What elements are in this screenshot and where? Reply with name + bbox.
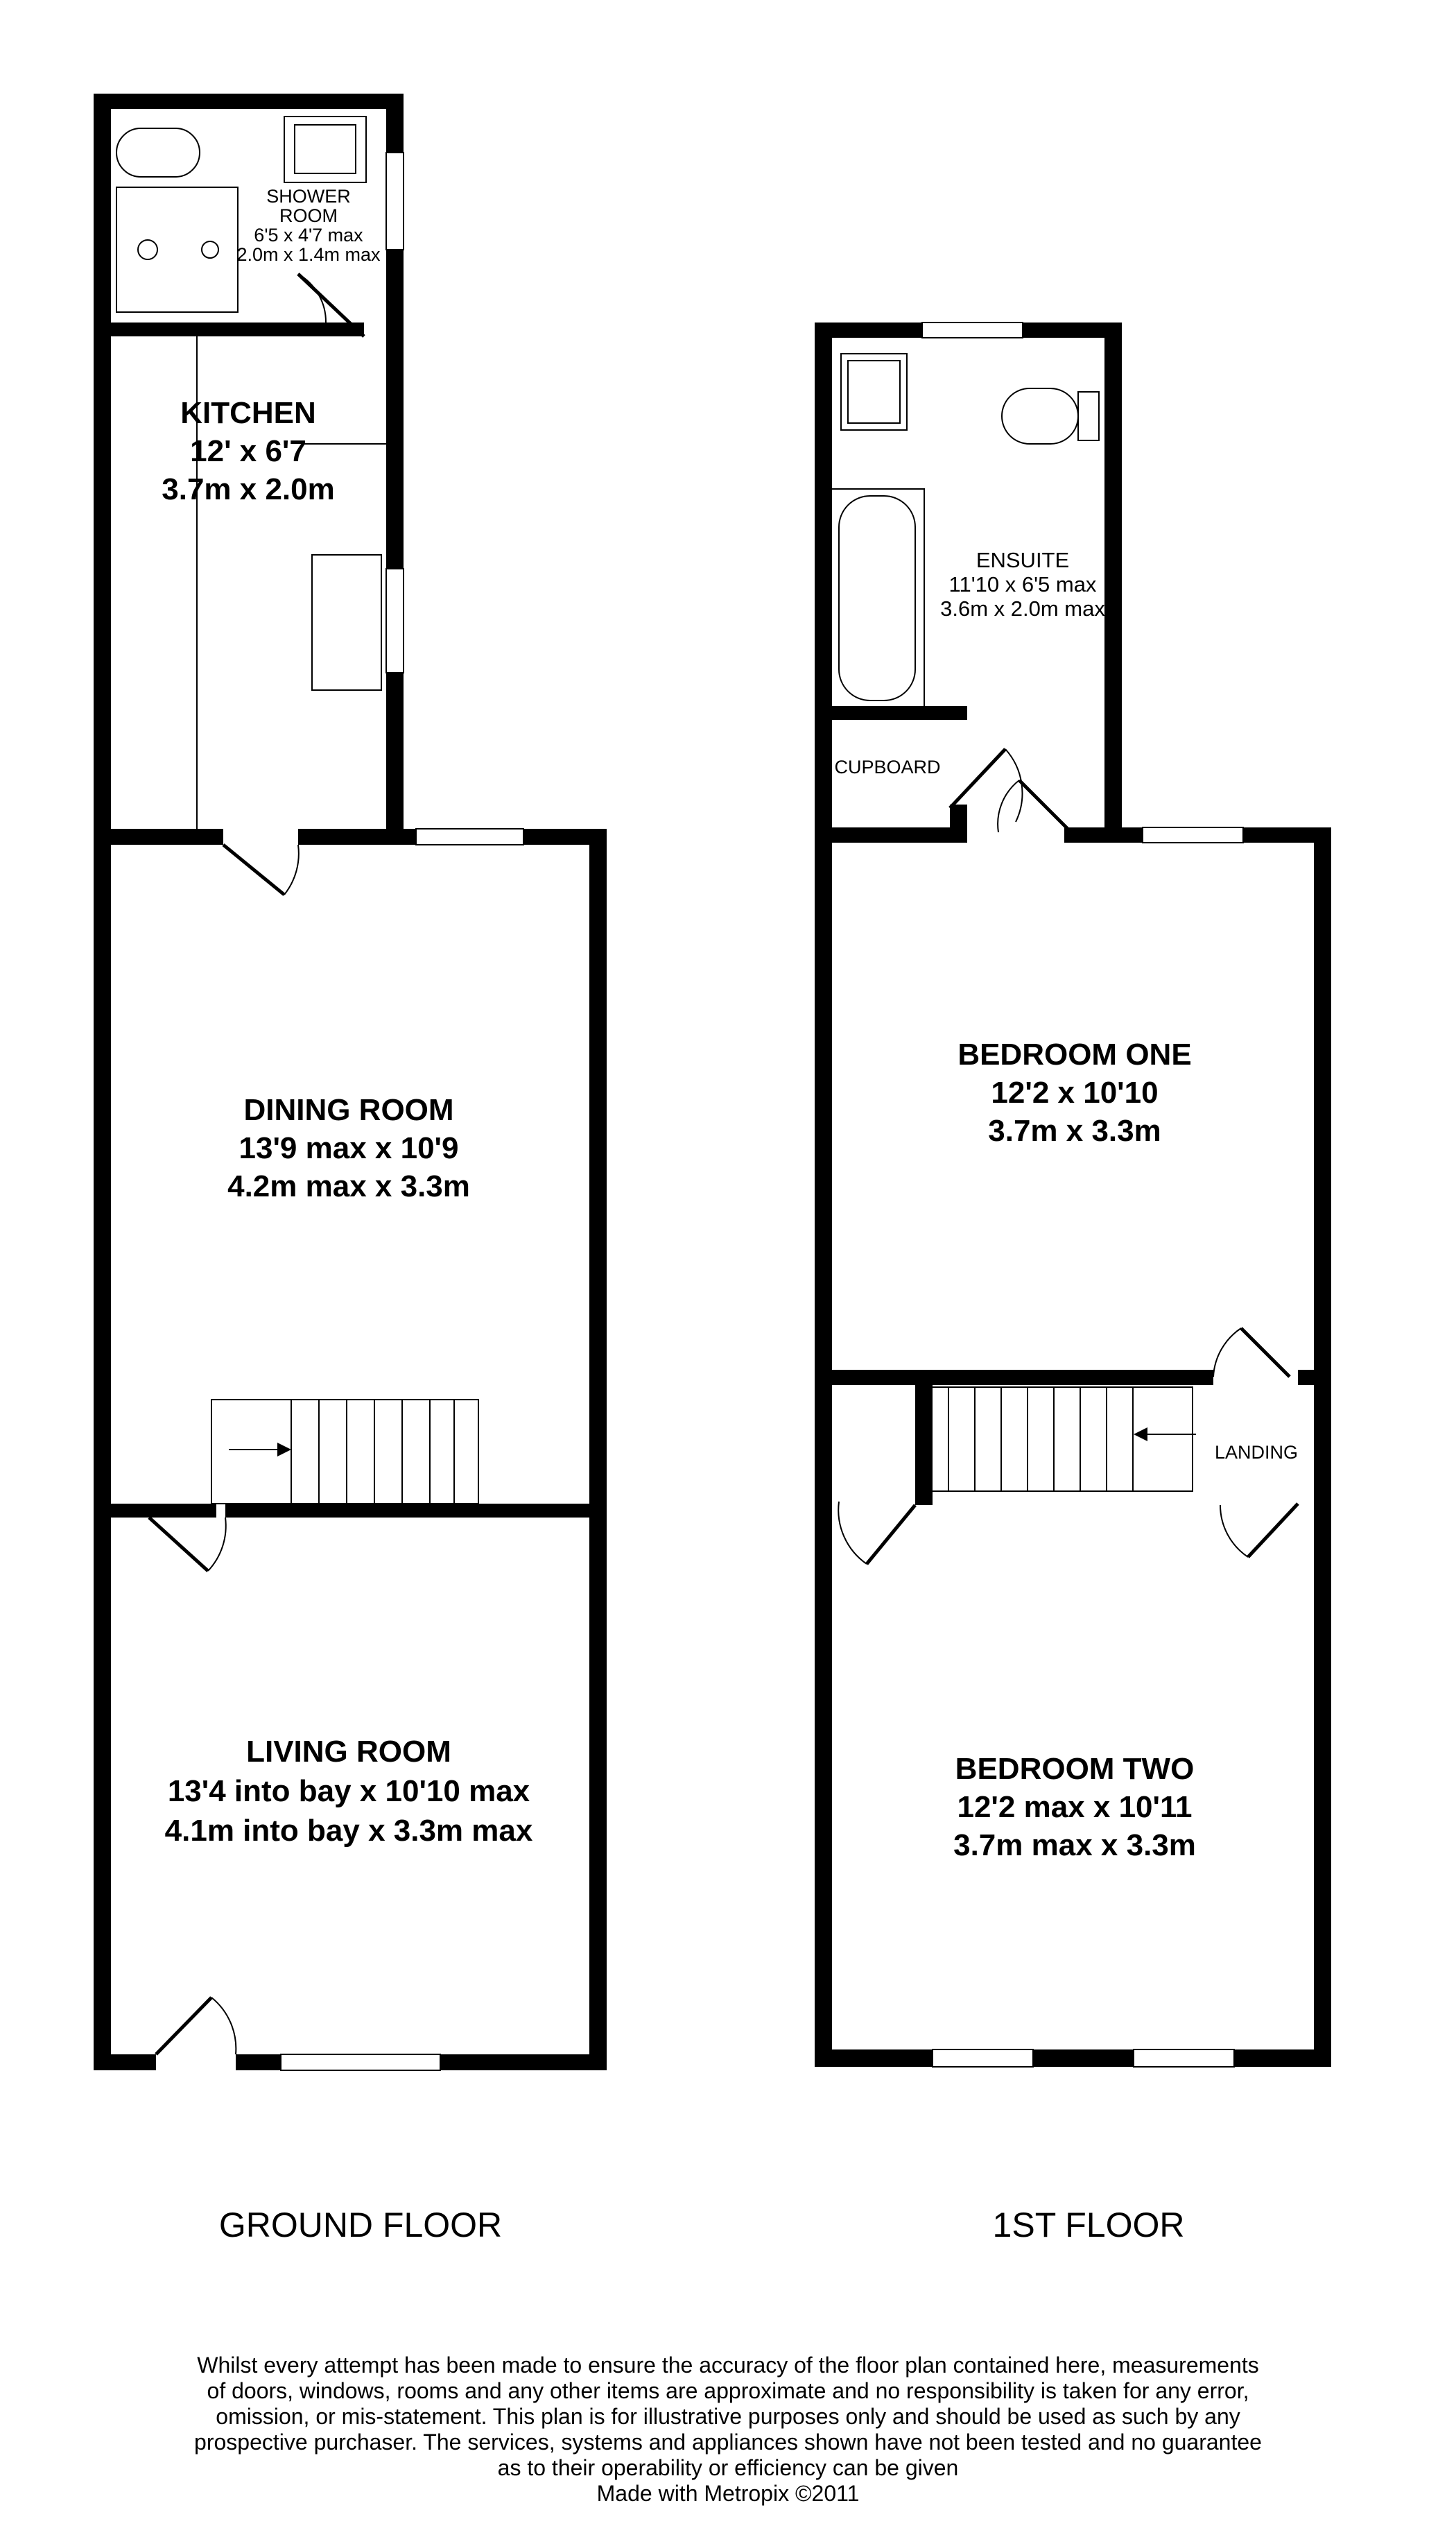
disclaimer-line: of doors, windows, rooms and any other items are approximate and no responsibility is taken for any error, bbox=[207, 2378, 1249, 2403]
first-floor-stair-treads bbox=[948, 1387, 1196, 1491]
ensuite-metric: 3.6m x 2.0m max bbox=[940, 596, 1105, 621]
disclaimer-line: omission, or mis-statement. This plan is for illustrative purposes only and should be used as such by any bbox=[216, 2404, 1240, 2429]
stair-arrow-icon-first bbox=[1134, 1427, 1147, 1441]
disclaimer-line: prospective purchaser. The services, systems and appliances shown have not been tested and no guarantee bbox=[194, 2430, 1262, 2455]
shower-room-imperial: 6'5 x 4'7 max bbox=[254, 225, 363, 246]
bedroom-two-name: BEDROOM TWO bbox=[955, 1752, 1195, 1786]
dining-room-metric: 4.2m max x 3.3m bbox=[227, 1169, 470, 1203]
living-room-name: LIVING ROOM bbox=[246, 1735, 451, 1769]
shower-room-metric: 2.0m x 1.4m max bbox=[236, 244, 381, 265]
shower-room-name: SHOWER bbox=[266, 186, 351, 207]
stair-arrow-icon bbox=[277, 1443, 291, 1456]
metropix-credit: Made with Metropix ©2011 bbox=[596, 2481, 860, 2506]
disclaimer-line: Whilst every attempt has been made to ensure the accuracy of the floor plan contained here, measurements bbox=[197, 2353, 1259, 2378]
ensuite-name: ENSUITE bbox=[976, 548, 1070, 572]
living-room-metric: 4.1m into bay x 3.3m max bbox=[164, 1814, 533, 1848]
bedroom-one-metric: 3.7m x 3.3m bbox=[988, 1114, 1161, 1148]
first-floor-label: 1ST FLOOR bbox=[992, 2206, 1185, 2244]
kitchen-metric: 3.7m x 2.0m bbox=[162, 472, 335, 506]
bedroom-two-metric: 3.7m max x 3.3m bbox=[953, 1828, 1196, 1862]
bedroom-two-imperial: 12'2 max x 10'11 bbox=[957, 1790, 1193, 1824]
ground-floor-label: GROUND FLOOR bbox=[218, 2206, 503, 2244]
bedroom-one-name: BEDROOM ONE bbox=[957, 1038, 1192, 1072]
disclaimer bbox=[104, 2353, 1352, 2507]
shower-room-name-2: ROOM bbox=[279, 205, 338, 226]
landing-label: LANDING bbox=[1214, 1442, 1299, 1463]
dining-room-imperial: 13'9 max x 10'9 bbox=[239, 1131, 459, 1165]
bedroom-one-imperial: 12'2 x 10'10 bbox=[991, 1076, 1159, 1110]
first-floor-labels bbox=[834, 548, 1298, 2244]
kitchen-name: KITCHEN bbox=[180, 396, 316, 430]
living-room-imperial: 13'4 into bay x 10'10 max bbox=[167, 1774, 530, 1808]
first-floor-fixtures bbox=[827, 354, 1193, 1491]
ground-floor-labels bbox=[162, 186, 533, 2244]
dining-room-name: DINING ROOM bbox=[243, 1093, 454, 1127]
ground-floor-stair-treads bbox=[229, 1400, 454, 1504]
cupboard-label: CUPBOARD bbox=[834, 757, 941, 777]
disclaimer-line: as to their operability or efficiency can be given bbox=[497, 2455, 959, 2480]
ensuite-imperial: 11'10 x 6'5 max bbox=[948, 572, 1097, 596]
kitchen-imperial: 12' x 6'7 bbox=[190, 434, 306, 468]
